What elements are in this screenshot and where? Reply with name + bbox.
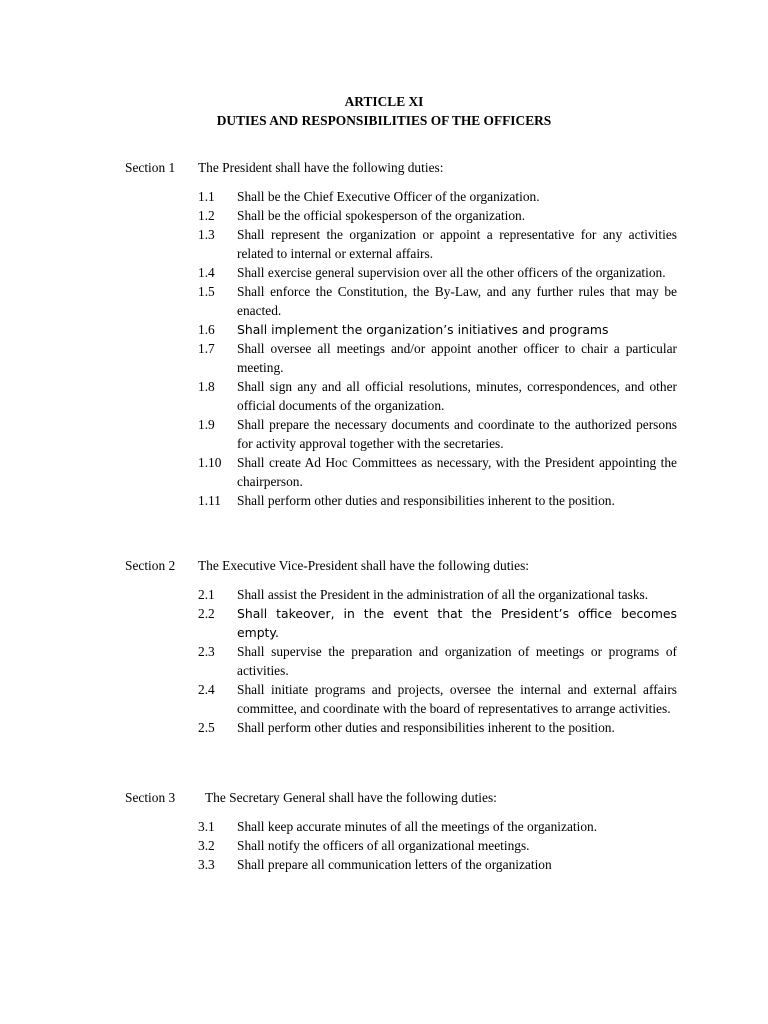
item-text: Shall takeover, in the event that the President’s office becomes empty. bbox=[237, 606, 677, 640]
section-header bbox=[125, 158, 677, 177]
item-number: 2.5 bbox=[198, 720, 215, 735]
item-text: Shall assist the President in the administration of all the organizational tasks. bbox=[237, 587, 649, 602]
item-text: Shall sign any and all official resolutions, minutes, correspondences, and other official documents of the organization. bbox=[237, 379, 677, 413]
list-item bbox=[125, 320, 677, 339]
item-number: 3.2 bbox=[198, 838, 215, 853]
list-item bbox=[125, 680, 677, 718]
item-text: Shall keep accurate minutes of all the meetings of the organization. bbox=[237, 819, 598, 834]
list-item bbox=[125, 415, 677, 453]
list-item bbox=[125, 604, 677, 642]
item-number: 1.11 bbox=[198, 493, 221, 508]
duty-list bbox=[125, 817, 677, 874]
item-number: 3.1 bbox=[198, 819, 215, 834]
item-text: Shall notify the officers of all organizational meetings. bbox=[237, 838, 530, 853]
item-number: 2.2 bbox=[198, 606, 215, 621]
section-header bbox=[125, 556, 677, 575]
list-item bbox=[125, 187, 677, 206]
item-text: Shall initiate programs and projects, oversee the internal and external affairs committee, and coordinate with the board of representatives to arrange activities. bbox=[237, 682, 677, 716]
item-number: 2.3 bbox=[198, 644, 215, 659]
list-item bbox=[125, 491, 677, 510]
item-text: Shall prepare the necessary documents and coordinate to the authorized persons for activity approval together with the secretaries. bbox=[237, 417, 677, 451]
list-item bbox=[125, 225, 677, 263]
item-text: Shall supervise the preparation and organization of meetings or programs of activities. bbox=[237, 644, 677, 678]
item-number: 1.7 bbox=[198, 341, 215, 356]
list-item bbox=[125, 206, 677, 225]
list-item bbox=[125, 855, 677, 874]
article-number: ARTICLE XI bbox=[344, 94, 424, 109]
list-item bbox=[125, 453, 677, 491]
item-number: 1.3 bbox=[198, 227, 215, 242]
section-intro: The President shall have the following duties: bbox=[198, 160, 444, 175]
section-1 bbox=[125, 158, 677, 510]
list-item bbox=[125, 718, 677, 737]
list-item bbox=[125, 642, 677, 680]
section-header bbox=[125, 788, 677, 807]
item-text: Shall enforce the Constitution, the By-Law, and any further rules that may be enacted. bbox=[237, 284, 677, 318]
item-text: Shall represent the organization or appoint a representative for any activities related to internal or external affairs. bbox=[237, 227, 677, 261]
item-text: Shall oversee all meetings and/or appoint another officer to chair a particular meeting. bbox=[237, 341, 677, 375]
list-item bbox=[125, 263, 677, 282]
list-item bbox=[125, 585, 677, 604]
list-item bbox=[125, 377, 677, 415]
list-item bbox=[125, 817, 677, 836]
item-text: Shall perform other duties and responsibilities inherent to the position. bbox=[237, 493, 615, 508]
duty-list bbox=[125, 585, 677, 737]
item-number: 1.2 bbox=[198, 208, 215, 223]
item-text: Shall prepare all communication letters of the organization bbox=[237, 857, 552, 872]
section-intro: The Executive Vice-President shall have the following duties: bbox=[198, 558, 530, 573]
item-text: Shall exercise general supervision over all the other officers of the organization. bbox=[237, 265, 666, 280]
item-number: 2.1 bbox=[198, 587, 215, 602]
list-item bbox=[125, 339, 677, 377]
item-number: 1.4 bbox=[198, 265, 215, 280]
item-text: Shall perform other duties and responsibilities inherent to the position. bbox=[237, 720, 615, 735]
item-text: Shall be the official spokesperson of the organization. bbox=[237, 208, 526, 223]
item-number: 1.5 bbox=[198, 284, 215, 299]
item-number: 3.3 bbox=[198, 857, 215, 872]
section-2 bbox=[125, 556, 677, 737]
item-text: Shall implement the organization’s initiatives and programs bbox=[237, 322, 609, 337]
item-number: 1.10 bbox=[198, 455, 222, 470]
section-label: Section 1 bbox=[125, 160, 176, 175]
list-item bbox=[125, 282, 677, 320]
section-3 bbox=[125, 788, 677, 874]
duty-list bbox=[125, 187, 677, 510]
item-number: 1.8 bbox=[198, 379, 215, 394]
section-label: Section 2 bbox=[125, 558, 176, 573]
item-text: Shall be the Chief Executive Officer of the organization. bbox=[237, 189, 540, 204]
item-text: Shall create Ad Hoc Committees as necessary, with the President appointing the chairperson. bbox=[237, 455, 677, 489]
item-number: 1.6 bbox=[198, 322, 215, 337]
item-number: 1.9 bbox=[198, 417, 215, 432]
section-label: Section 3 bbox=[125, 790, 176, 805]
item-number: 2.4 bbox=[198, 682, 215, 697]
list-item bbox=[125, 836, 677, 855]
article-title: DUTIES AND RESPONSIBILITIES OF THE OFFICERS bbox=[216, 113, 552, 128]
item-number: 1.1 bbox=[198, 189, 215, 204]
section-intro: The Secretary General shall have the following duties: bbox=[205, 790, 497, 805]
